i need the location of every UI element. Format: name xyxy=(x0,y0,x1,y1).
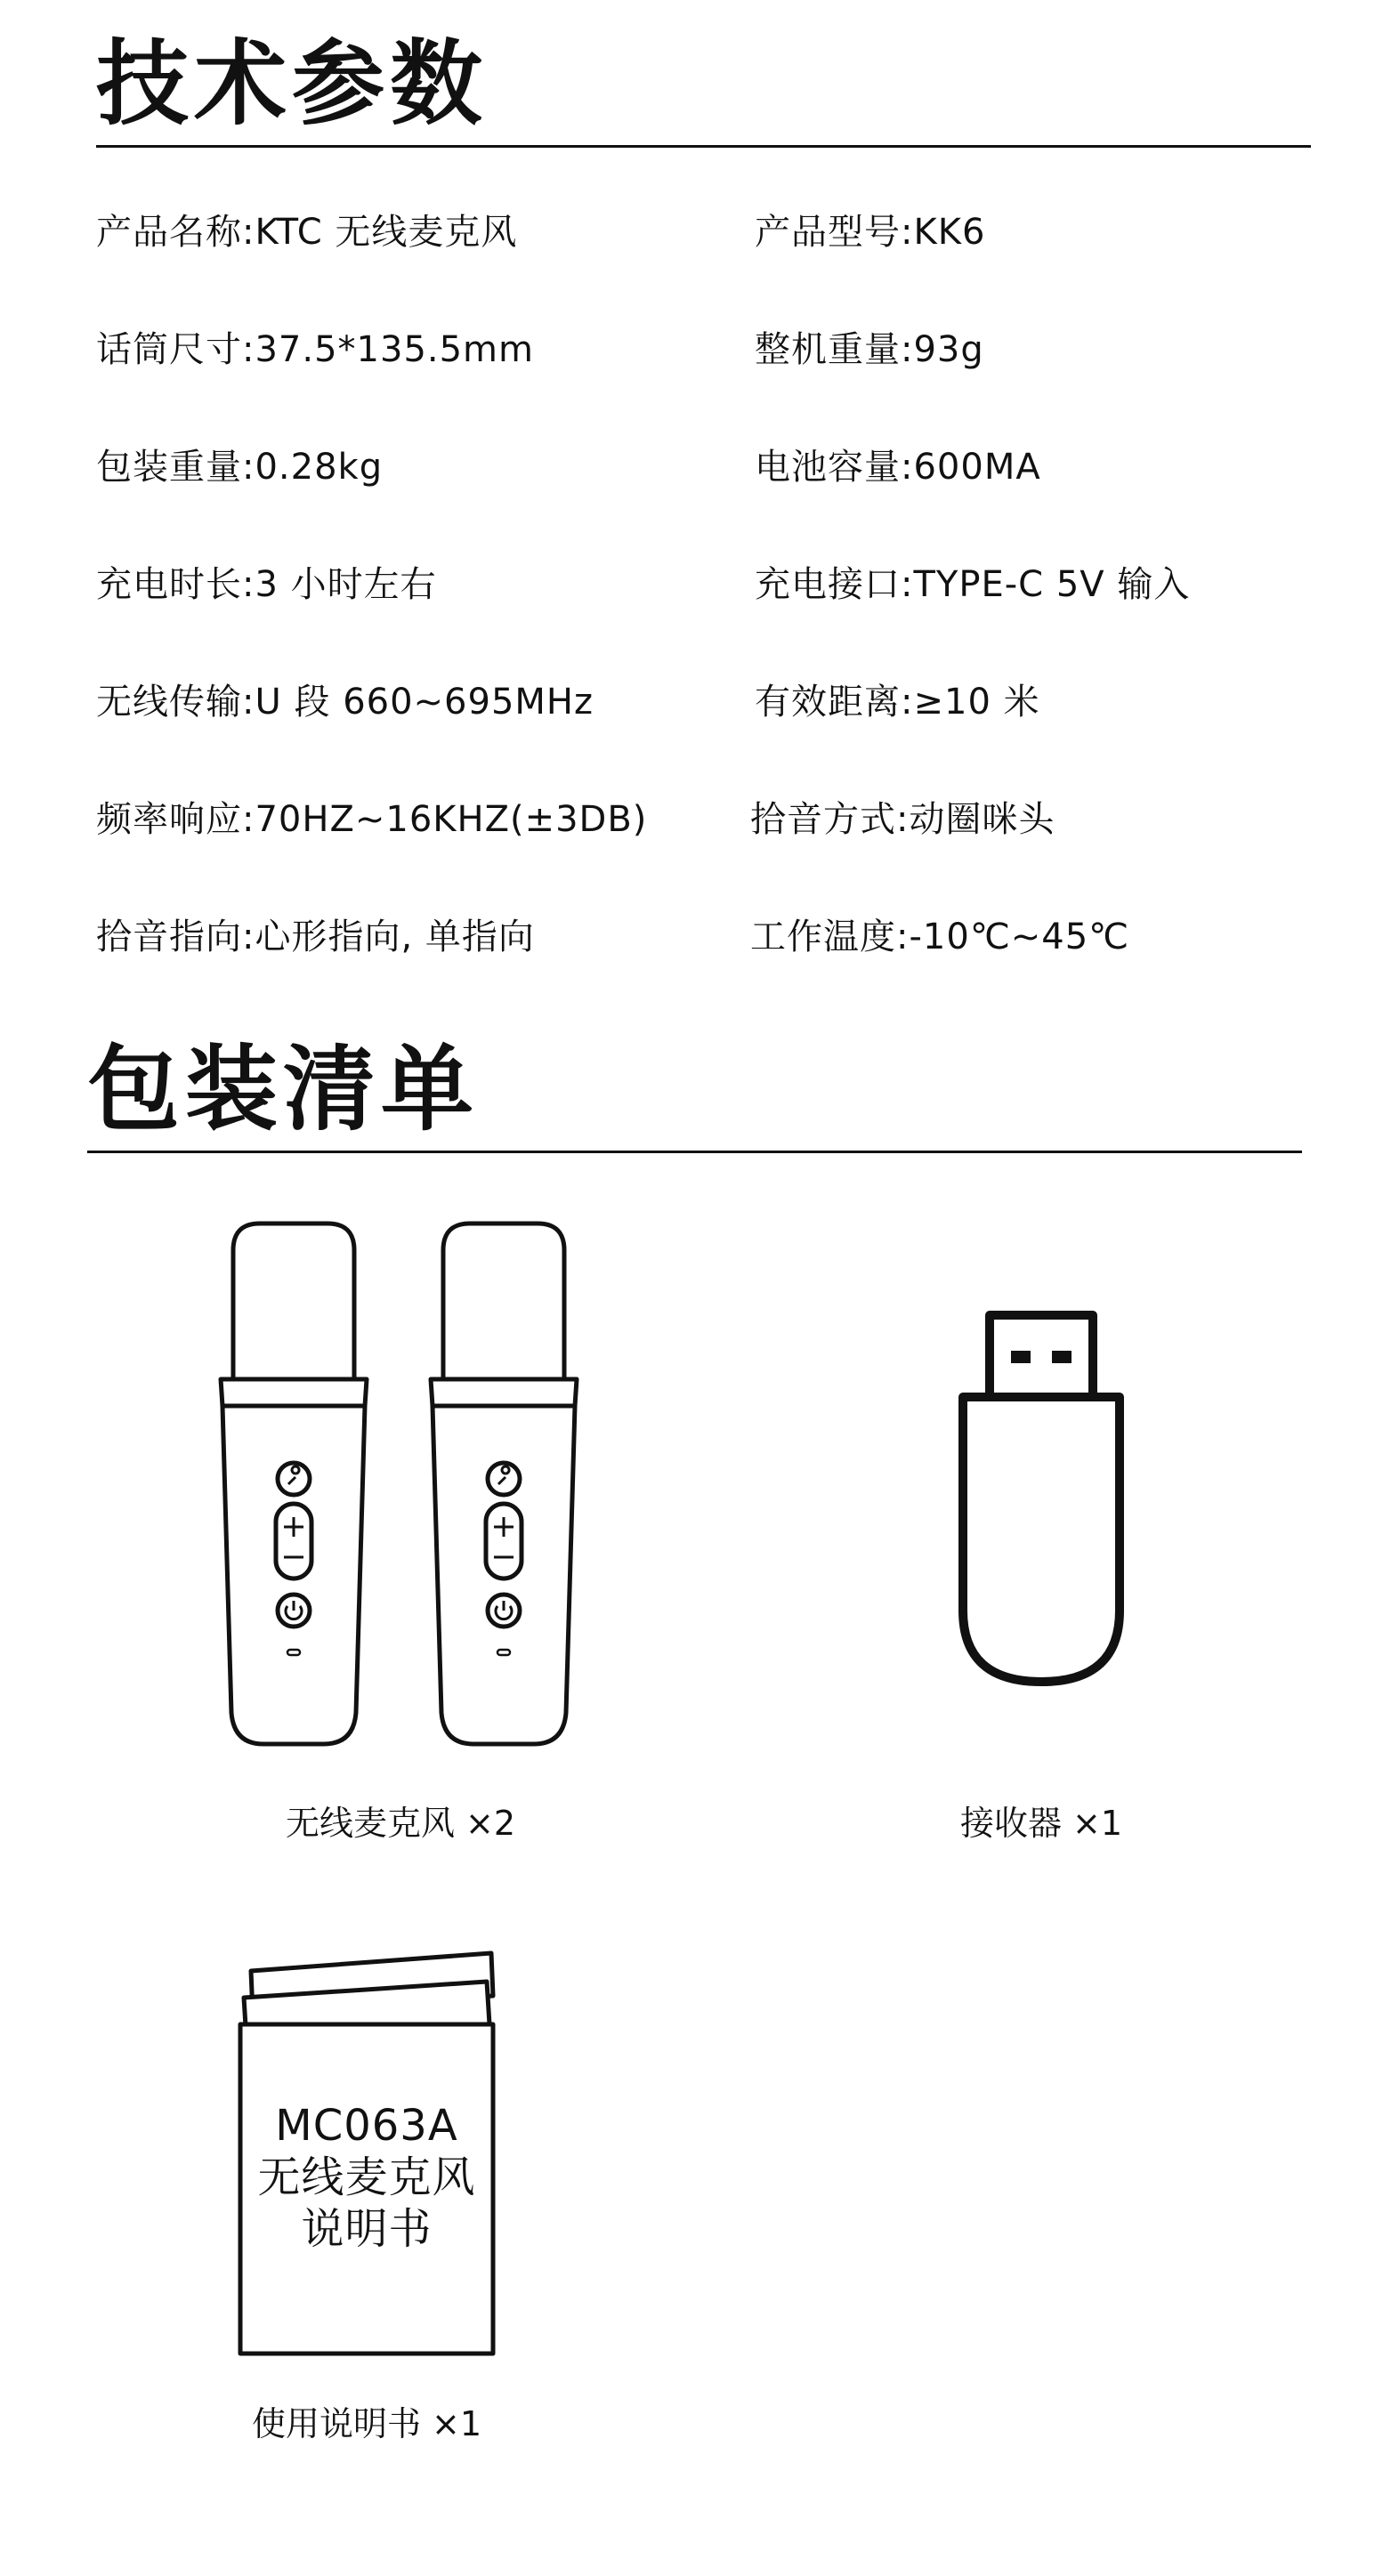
microphone-left xyxy=(221,1223,367,1744)
spec-item-package-weight: 包装重量:0.28kg xyxy=(96,447,384,488)
package-section-divider xyxy=(87,1151,1302,1153)
spec-item-polar-pattern: 拾音指向:心形指向, 单指向 xyxy=(96,917,535,957)
caption-receiver: 接收器 ×1 xyxy=(959,1804,1123,1843)
volume-button xyxy=(276,1504,311,1579)
spec-item-range: 有效距离:≥10 米 xyxy=(755,682,1040,723)
manual-model: MC063A xyxy=(275,2101,458,2151)
microphone-pair-illustration xyxy=(214,1215,587,1757)
usb-connector xyxy=(990,1315,1093,1397)
spec-item-charge-time: 充电时长:3 小时左右 xyxy=(96,564,437,605)
manual-title-line3: 说明书 xyxy=(301,2204,433,2254)
caption-manual: 使用说明书 ×1 xyxy=(251,2404,482,2443)
spec-item-battery: 电池容量:600MA xyxy=(755,447,1041,488)
spec-item-mic-size: 话筒尺寸:37.5*135.5mm xyxy=(96,329,534,370)
spec-item-product-name: 产品名称:KTC 无线麦克风 xyxy=(96,212,518,253)
spec-item-frequency: 频率响应:70HZ~16KHZ(±3DB) xyxy=(96,799,648,840)
indicator-light xyxy=(287,1650,300,1655)
manual-title-line2: 无线麦克风 xyxy=(257,2152,476,2202)
spec-section-title: 技术参数 xyxy=(96,29,489,138)
spec-item-charge-port: 充电接口:TYPE-C 5V 输入 xyxy=(755,564,1191,605)
spec-item-model: 产品型号:KK6 xyxy=(755,212,986,253)
spec-item-pickup-type: 拾音方式:动圈咪头 xyxy=(750,799,1055,840)
spec-item-wireless: 无线传输:U 段 660~695MHz xyxy=(96,682,594,723)
package-section-title: 包装清单 xyxy=(87,1035,480,1143)
usb-receiver-illustration xyxy=(952,1308,1130,1700)
spec-item-temperature: 工作温度:-10℃~45℃ xyxy=(750,917,1130,957)
spec-item-weight: 整机重量:93g xyxy=(755,329,984,370)
microphone-right xyxy=(431,1223,577,1744)
spec-section-divider xyxy=(96,145,1311,148)
caption-microphones: 无线麦克风 ×2 xyxy=(285,1804,516,1843)
manual-booklet-illustration xyxy=(233,1944,500,2362)
